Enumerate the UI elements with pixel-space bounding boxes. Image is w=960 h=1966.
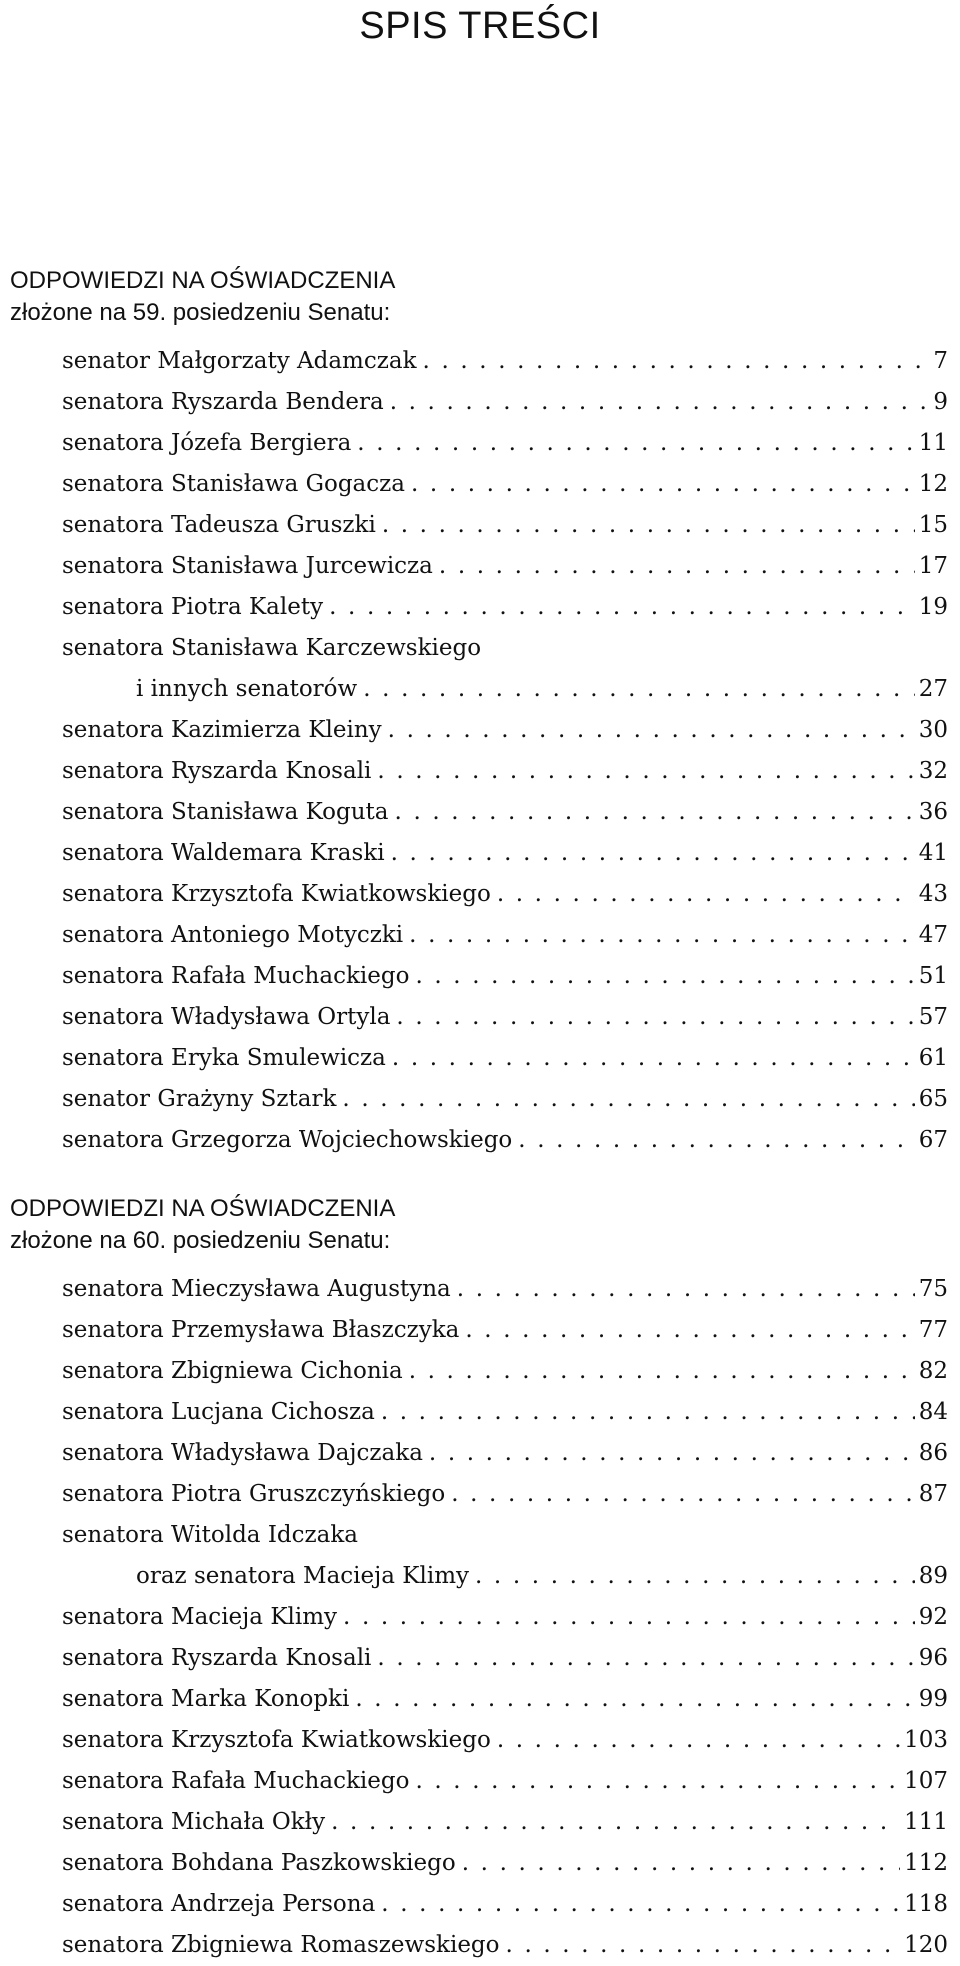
toc-entry[interactable] (10, 833, 950, 874)
toc-entry-name: senatora Kazimierza Kleiny (62, 717, 382, 743)
toc-entry-name: senatora Andrzeja Persona (62, 1891, 376, 1917)
dot-leader (377, 1638, 914, 1679)
toc-entry-row (62, 956, 948, 997)
toc-entry-row (62, 1884, 948, 1925)
toc-entry-row (62, 423, 948, 464)
toc-entry[interactable] (10, 464, 950, 505)
dot-leader (388, 710, 915, 751)
toc-entry[interactable] (10, 1433, 950, 1474)
toc-entry-name: senatora Bohdana Paszkowskiego (62, 1850, 456, 1876)
toc-entry-row (62, 997, 948, 1038)
toc-entry-name: senatora Ryszarda Bendera (62, 389, 384, 415)
toc-page-number: 75 (918, 1276, 948, 1302)
toc-entry[interactable] (10, 1679, 950, 1720)
toc-entry[interactable] (10, 1120, 950, 1161)
toc-entry[interactable] (10, 710, 950, 751)
dot-leader (457, 1269, 915, 1310)
toc-section-60 (10, 1193, 950, 1966)
toc-entry-row (62, 915, 948, 956)
dot-leader (377, 751, 914, 792)
toc-entry[interactable] (10, 1351, 950, 1392)
toc-page-number: 65 (918, 1086, 948, 1112)
toc-entry-name: senatora Rafała Muchackiego (62, 963, 410, 989)
dot-leader (409, 1351, 915, 1392)
toc-entry[interactable] (10, 956, 950, 997)
toc-entry-row (62, 382, 948, 423)
section-subheading: złożone na 60. posiedzeniu Senatu: (10, 1227, 391, 1254)
toc-entry-name: senatora Eryka Smulewicza (62, 1045, 386, 1071)
toc-entry-name: senatora Waldemara Kraski (62, 840, 385, 866)
dot-leader (363, 669, 915, 710)
section-heading: ODPOWIEDZI NA OŚWIADCZENIA (10, 1195, 396, 1222)
toc-page-number: 111 (904, 1809, 948, 1835)
toc-entry-name: senatora Piotra Kalety (62, 594, 324, 620)
toc-entry-row (62, 1038, 948, 1079)
toc-page-number: 87 (918, 1481, 948, 1507)
toc-entry[interactable] (10, 1597, 950, 1638)
toc-entry-name: senatora Mieczysława Augustyna (62, 1276, 451, 1302)
section-subheading: złożone na 59. posiedzeniu Senatu: (10, 299, 391, 326)
toc-entry-row (62, 1679, 948, 1720)
dot-leader (475, 1556, 915, 1597)
page-title: SPIS TREŚCI (359, 5, 601, 47)
toc-entry[interactable] (10, 546, 950, 587)
toc-entry-row (62, 751, 948, 792)
dot-leader (381, 1392, 915, 1433)
toc-entry[interactable] (10, 915, 950, 956)
dot-leader (392, 1038, 915, 1079)
toc-entry-name: senatora Józefa Bergiera (62, 430, 352, 456)
toc-page-number: 61 (918, 1045, 948, 1071)
toc-page-number: 89 (918, 1563, 948, 1589)
toc-page-number: 19 (918, 594, 948, 620)
toc-entry-row (62, 587, 948, 628)
toc-entry[interactable] (10, 1638, 950, 1679)
toc-entry[interactable] (10, 1310, 950, 1351)
toc-page-number: 15 (918, 512, 948, 538)
dot-leader (506, 1925, 901, 1966)
toc-entry-name: senatora Przemysława Błaszczyka (62, 1317, 460, 1343)
toc-entry-first-line (10, 628, 950, 669)
toc-entry-row (62, 1638, 948, 1679)
toc-entry-name: senatora Antoniego Motyczki (62, 922, 404, 948)
dot-leader (395, 792, 915, 833)
toc-entry-name: senator Małgorzaty Adamczak (62, 348, 417, 374)
toc-entry-name: senatora Władysława Dajczaka (62, 1440, 423, 1466)
dot-leader (331, 1802, 900, 1843)
toc-entry[interactable] (10, 874, 950, 915)
toc-page-number: 107 (904, 1768, 948, 1794)
toc-entry-row (62, 833, 948, 874)
dot-leader (390, 382, 930, 423)
toc-section-59 (10, 265, 950, 1161)
dot-leader (415, 956, 914, 997)
dot-leader (465, 1310, 914, 1351)
dot-leader (451, 1474, 915, 1515)
toc-entry[interactable] (10, 1392, 950, 1433)
toc-entry-name: senatora Władysława Ortyla (62, 1004, 391, 1030)
toc-entry-name: senatora Stanisława Koguta (62, 799, 389, 825)
toc-entry-name: i innych senatorów (136, 676, 358, 702)
toc-entry[interactable] (10, 1474, 950, 1515)
toc-entry[interactable] (10, 1802, 950, 1843)
toc-page-number: 86 (918, 1440, 948, 1466)
toc-entry-row (62, 792, 948, 833)
dot-leader (343, 1597, 915, 1638)
dot-leader (391, 833, 915, 874)
toc-entry-name: senatora Grzegorza Wojciechowskiego (62, 1127, 513, 1153)
toc-entry-row (62, 874, 948, 915)
toc-entry[interactable] (10, 1761, 950, 1802)
toc-entry[interactable] (10, 1079, 950, 1120)
toc-entry[interactable] (10, 1720, 950, 1761)
toc-entry-name: senatora Lucjana Cichosza (62, 1399, 375, 1425)
toc-page-number: 112 (904, 1850, 948, 1876)
toc-entry-name: senatora Krzysztofa Kwiatkowskiego (62, 1727, 491, 1753)
dot-leader (329, 587, 915, 628)
toc-entry-row (62, 1079, 948, 1120)
toc-page-number: 77 (918, 1317, 948, 1343)
toc-entry-name: senatora Ryszarda Knosali (62, 758, 372, 784)
toc-entry-row (62, 1843, 948, 1884)
section-heading: ODPOWIEDZI NA OŚWIADCZENIA (10, 267, 396, 294)
toc-entry-row (62, 1597, 948, 1638)
toc-page-number: 103 (904, 1727, 948, 1753)
toc-entry-name: senatora Macieja Klimy (62, 1604, 338, 1630)
toc-entry-row (136, 1556, 948, 1597)
dot-leader (382, 505, 915, 546)
toc-entry-row (62, 341, 948, 382)
toc-entry[interactable] (10, 1843, 950, 1884)
toc-entries (10, 341, 950, 1161)
dot-leader (518, 1120, 914, 1161)
toc-entry[interactable] (10, 505, 950, 546)
toc-page-number: 57 (918, 1004, 948, 1030)
toc-entry[interactable] (10, 1925, 950, 1966)
toc-page-number: 30 (918, 717, 948, 743)
toc-page-number: 120 (904, 1932, 948, 1958)
dot-leader (429, 1433, 915, 1474)
toc-entry-row (62, 1269, 948, 1310)
toc-page-number: 27 (918, 676, 948, 702)
toc-page-number: 96 (918, 1645, 948, 1671)
toc-entry-row (62, 1120, 948, 1161)
toc-entry-name: senatora Zbigniewa Cichonia (62, 1358, 403, 1384)
toc-entry-name: senatora Stanisława Karczewskiego (62, 635, 482, 661)
toc-entry-row (62, 1925, 948, 1966)
toc-entry-first-line (10, 1515, 950, 1556)
toc-entry[interactable] (10, 751, 950, 792)
toc-page-number: 11 (918, 430, 948, 456)
toc-entry-name: senatora Marka Konopki (62, 1686, 350, 1712)
toc-entry-row (62, 1802, 948, 1843)
toc-entry-row (62, 710, 948, 751)
toc-entry-name: senatora Ryszarda Knosali (62, 1645, 372, 1671)
toc-entry-name: senatora Stanisława Jurcewicza (62, 553, 433, 579)
toc-entry-row (62, 1392, 948, 1433)
dot-leader (497, 1720, 900, 1761)
toc-page-number: 47 (918, 922, 948, 948)
toc-entry[interactable] (10, 792, 950, 833)
toc-entry-row (62, 1433, 948, 1474)
dot-leader (411, 464, 915, 505)
dot-leader (381, 1884, 900, 1925)
toc-entry-name: senatora Zbigniewa Romaszewskiego (62, 1932, 500, 1958)
toc-page-number: 82 (918, 1358, 948, 1384)
toc-entry[interactable] (10, 382, 950, 423)
toc-page-number: 41 (918, 840, 948, 866)
toc-entry[interactable] (10, 587, 950, 628)
dot-leader (355, 1679, 914, 1720)
toc-entry-row (136, 669, 948, 710)
toc-page-number: 12 (918, 471, 948, 497)
toc-entry-row (62, 464, 948, 505)
toc-entry[interactable] (10, 1269, 950, 1310)
toc-entry-name: oraz senatora Macieja Klimy (136, 1563, 469, 1589)
toc-entry-name: senatora Rafała Muchackiego (62, 1768, 410, 1794)
toc-page-number: 32 (918, 758, 948, 784)
toc-entry-name: senatora Witolda Idczaka (62, 1522, 359, 1548)
toc-page-number: 17 (918, 553, 948, 579)
toc-page-number: 43 (918, 881, 948, 907)
toc-page-number: 9 (933, 389, 948, 415)
toc-page-number: 99 (918, 1686, 948, 1712)
toc-entry-row (62, 1720, 948, 1761)
toc-entry[interactable] (10, 669, 950, 710)
toc-entry-name: senatora Stanisława Gogacza (62, 471, 405, 497)
dot-leader (497, 874, 915, 915)
toc-page-number: 36 (918, 799, 948, 825)
toc-page-number: 84 (918, 1399, 948, 1425)
toc-entry-row (62, 1474, 948, 1515)
dot-leader (409, 915, 915, 956)
toc-entry[interactable] (10, 997, 950, 1038)
dot-leader (342, 1079, 914, 1120)
toc-entry[interactable] (10, 341, 950, 382)
toc-page-number: 67 (918, 1127, 948, 1153)
toc-entry-row (62, 505, 948, 546)
toc-page-number: 118 (904, 1891, 948, 1917)
dot-leader (396, 997, 914, 1038)
toc-entry-name: senatora Piotra Gruszczyńskiego (62, 1481, 446, 1507)
toc-entry[interactable] (10, 1038, 950, 1079)
toc-entry[interactable] (10, 1884, 950, 1925)
dot-leader (415, 1761, 900, 1802)
dot-leader (462, 1843, 900, 1884)
toc-entry-name: senatora Michała Okły (62, 1809, 326, 1835)
toc-entry-row (62, 1310, 948, 1351)
dot-leader (439, 546, 915, 587)
toc-page-number: 92 (918, 1604, 948, 1630)
dot-leader (357, 423, 914, 464)
toc-page-number: 51 (918, 963, 948, 989)
toc-entry-row (62, 1351, 948, 1392)
toc-entries (10, 1269, 950, 1966)
toc-entry-name: senator Grażyny Sztark (62, 1086, 337, 1112)
toc-page-number: 7 (933, 348, 948, 374)
toc-entry[interactable] (10, 423, 950, 464)
dot-leader (423, 341, 930, 382)
toc-entry-name: senatora Tadeusza Gruszki (62, 512, 376, 538)
toc-entry-row (62, 546, 948, 587)
toc-entry-row (62, 1761, 948, 1802)
toc-entry-name: senatora Krzysztofa Kwiatkowskiego (62, 881, 491, 907)
toc-entry[interactable] (10, 1556, 950, 1597)
